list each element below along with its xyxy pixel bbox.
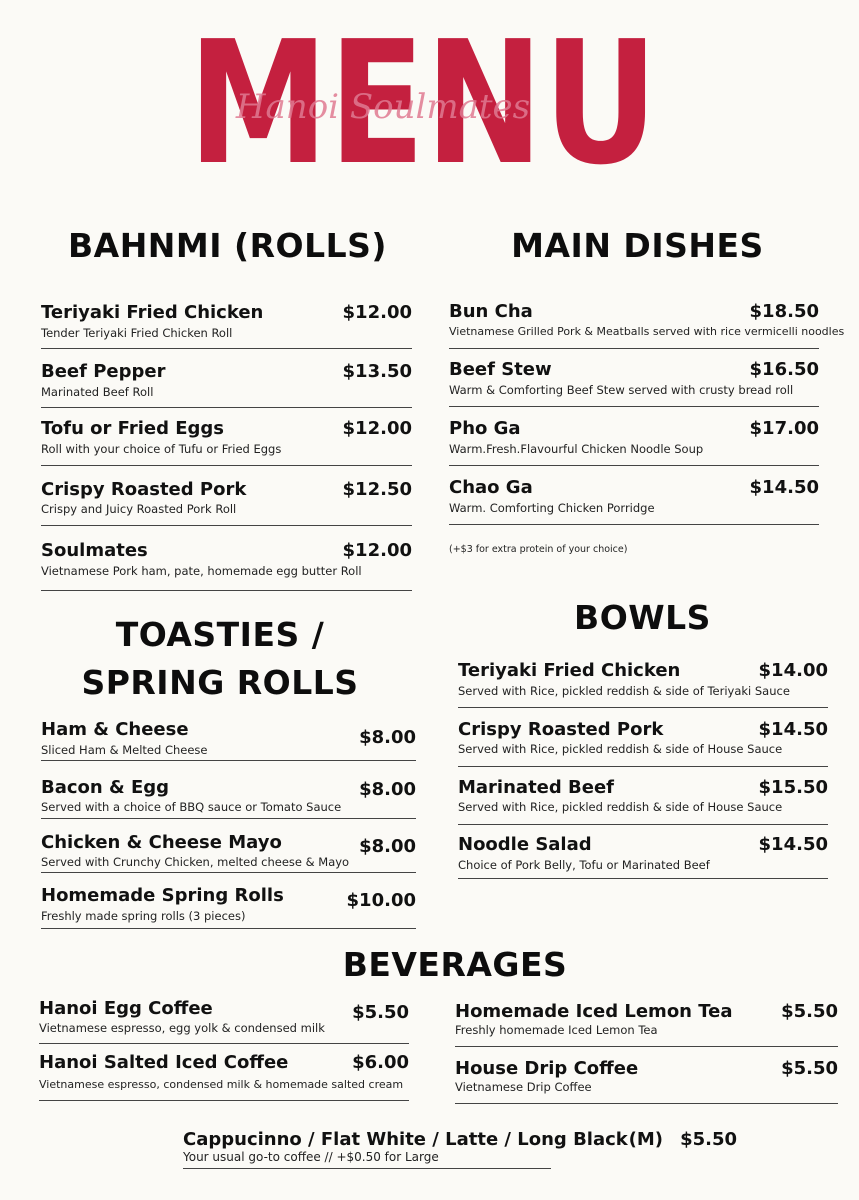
item-description: Warm & Comforting Beef Stew served with crusty bread roll — [449, 383, 794, 397]
item-description: Served with Rice, pickled reddish & side of Teriyaki Sauce — [458, 684, 790, 698]
item-name: Beef Stew — [449, 359, 552, 380]
item-price: $10.00 — [346, 890, 416, 911]
menu-item — [41, 540, 412, 595]
item-description: Served with a choice of BBQ sauce or Tomato Sauce — [41, 800, 342, 814]
item-name: House Drip Coffee — [455, 1058, 639, 1079]
item-description: Your usual go-to coffee // +$0.50 for Large — [183, 1150, 439, 1164]
item-name: Chao Ga — [449, 477, 533, 498]
item-description: Vietnamese Pork ham, pate, homemade egg butter Roll — [41, 564, 362, 578]
menu-item — [41, 777, 416, 822]
menu-item — [455, 1058, 838, 1106]
item-description: Choice of Pork Belly, Tofu or Marinated Beef — [458, 858, 710, 872]
item-description: Tender Teriyaki Fried Chicken Roll — [41, 326, 233, 340]
menu-item — [41, 832, 416, 877]
divider — [455, 1103, 838, 1104]
item-price: $14.00 — [758, 660, 828, 681]
item-description: Marinated Beef Roll — [41, 385, 154, 399]
item-description: Warm.Fresh.Flavourful Chicken Noodle Soup — [449, 442, 704, 456]
item-price: $6.00 — [352, 1052, 409, 1073]
item-description: Served with Rice, pickled reddish & side of House Sauce — [458, 742, 783, 756]
item-description: Crispy and Juicy Roasted Pork Roll — [41, 502, 237, 516]
item-description: Vietnamese espresso, egg yolk & condensed milk — [39, 1021, 325, 1035]
section-heading-toasties: TOASTIES / — [115, 615, 325, 654]
item-name: Soulmates — [41, 540, 148, 561]
menu-item — [449, 301, 845, 351]
menu-item — [41, 719, 416, 764]
item-price: $5.50 — [781, 1001, 838, 1022]
item-price: $5.50 — [352, 1002, 409, 1023]
menu-item — [458, 660, 828, 710]
section-heading-beverages: BEVERAGES — [342, 945, 568, 984]
divider — [41, 407, 412, 408]
item-name: Tofu or Fried Eggs — [41, 418, 225, 439]
logo-script-text: Hanoi Soulmates — [235, 87, 531, 127]
item-name: Teriyaki Fried Chicken — [458, 660, 681, 681]
item-name: Marinated Beef — [458, 777, 614, 798]
item-price: $12.00 — [342, 418, 412, 439]
item-name: Crispy Roasted Pork — [458, 719, 664, 740]
divider — [41, 872, 416, 873]
divider — [41, 818, 416, 819]
item-description: Served with Rice, pickled reddish & side of House Sauce — [458, 800, 783, 814]
item-name: Teriyaki Fried Chicken — [41, 302, 264, 323]
item-price: $14.50 — [749, 477, 819, 498]
divider — [41, 348, 412, 349]
item-price: $8.00 — [359, 727, 416, 748]
item-name: Noodle Salad — [458, 834, 592, 855]
divider — [449, 524, 819, 525]
divider — [458, 824, 828, 825]
divider — [39, 1043, 409, 1044]
menu-item — [458, 834, 828, 884]
menu-item — [458, 719, 828, 769]
section-heading-main-dishes: MAIN DISHES — [511, 226, 764, 265]
item-price: $12.00 — [342, 540, 412, 561]
divider — [449, 348, 819, 349]
divider — [41, 928, 416, 929]
menu-item — [449, 418, 819, 468]
menu-item — [458, 777, 828, 827]
menu-item — [455, 1001, 838, 1049]
menu-item — [449, 477, 819, 527]
item-name: Chicken & Cheese Mayo — [41, 832, 282, 853]
divider — [41, 590, 412, 591]
item-description: Freshly made spring rolls (3 pieces) — [41, 909, 246, 923]
item-price: $15.50 — [758, 777, 828, 798]
menu-item — [41, 418, 412, 468]
menu-title-graphic — [183, 30, 663, 170]
divider — [458, 878, 828, 879]
section-heading-bowls: BOWLS — [574, 598, 711, 637]
menu-item — [449, 359, 819, 409]
divider — [449, 465, 819, 466]
divider — [41, 525, 412, 526]
item-description: Vietnamese espresso, condensed milk & homemade salted cream — [39, 1078, 404, 1091]
menu-item — [41, 885, 416, 933]
item-name: Bacon & Egg — [41, 777, 170, 798]
item-description: Freshly homemade Iced Lemon Tea — [455, 1023, 658, 1037]
menu-item — [39, 998, 409, 1046]
divider — [41, 760, 416, 761]
item-price: $13.50 — [342, 361, 412, 382]
item-name: Homemade Iced Lemon Tea — [455, 1001, 733, 1022]
item-description: Vietnamese Grilled Pork & Meatballs served with rice vermicelli noodles — [449, 325, 845, 338]
item-name: Crispy Roasted Pork — [41, 479, 247, 500]
item-price: $14.50 — [758, 719, 828, 740]
item-description: Sliced Ham & Melted Cheese — [41, 743, 208, 757]
item-price: $5.50 — [680, 1129, 737, 1150]
menu-item — [39, 1052, 409, 1104]
item-price: $18.50 — [749, 301, 819, 322]
menu-item — [41, 361, 412, 411]
divider — [41, 465, 412, 466]
divider — [183, 1168, 551, 1169]
item-size: (M) — [628, 1129, 663, 1150]
menu-item — [41, 302, 412, 352]
item-price: $5.50 — [781, 1058, 838, 1079]
menu-header — [183, 30, 663, 170]
divider — [455, 1046, 838, 1047]
item-name: Beef Pepper — [41, 361, 166, 382]
item-price: $14.50 — [758, 834, 828, 855]
item-name: Ham & Cheese — [41, 719, 189, 740]
item-name: Hanoi Egg Coffee — [39, 998, 213, 1019]
item-name: Homemade Spring Rolls — [41, 885, 284, 906]
item-description: Served with Crunchy Chicken, melted cheese & Mayo — [41, 855, 350, 869]
item-price: $12.50 — [342, 479, 412, 500]
item-name: Hanoi Salted Iced Coffee — [39, 1052, 289, 1073]
item-name: Cappucinno / Flat White / Latte / Long Black — [183, 1129, 628, 1150]
section-heading-spring-rolls: SPRING ROLLS — [81, 663, 359, 702]
item-price: $12.00 — [342, 302, 412, 323]
menu-item — [41, 479, 412, 529]
item-price: $17.00 — [749, 418, 819, 439]
item-price: $8.00 — [359, 836, 416, 857]
item-name: Pho Ga — [449, 418, 521, 439]
item-description: Vietnamese Drip Coffee — [455, 1080, 592, 1094]
divider — [458, 766, 828, 767]
section-heading-bahnmi: BAHNMI (ROLLS) — [68, 226, 387, 265]
item-name: Bun Cha — [449, 301, 533, 322]
coffee-item — [183, 1129, 743, 1174]
item-description: Roll with your choice of Tufu or Fried Eggs — [41, 442, 282, 456]
menu-title: MENU — [188, 30, 658, 170]
divider — [449, 406, 819, 407]
item-description: Warm. Comforting Chicken Porridge — [449, 501, 655, 515]
divider — [458, 707, 828, 708]
item-price: $16.50 — [749, 359, 819, 380]
item-price: $8.00 — [359, 779, 416, 800]
divider — [39, 1100, 409, 1101]
extra-protein-note: (+$3 for extra protein of your choice) — [449, 544, 628, 555]
